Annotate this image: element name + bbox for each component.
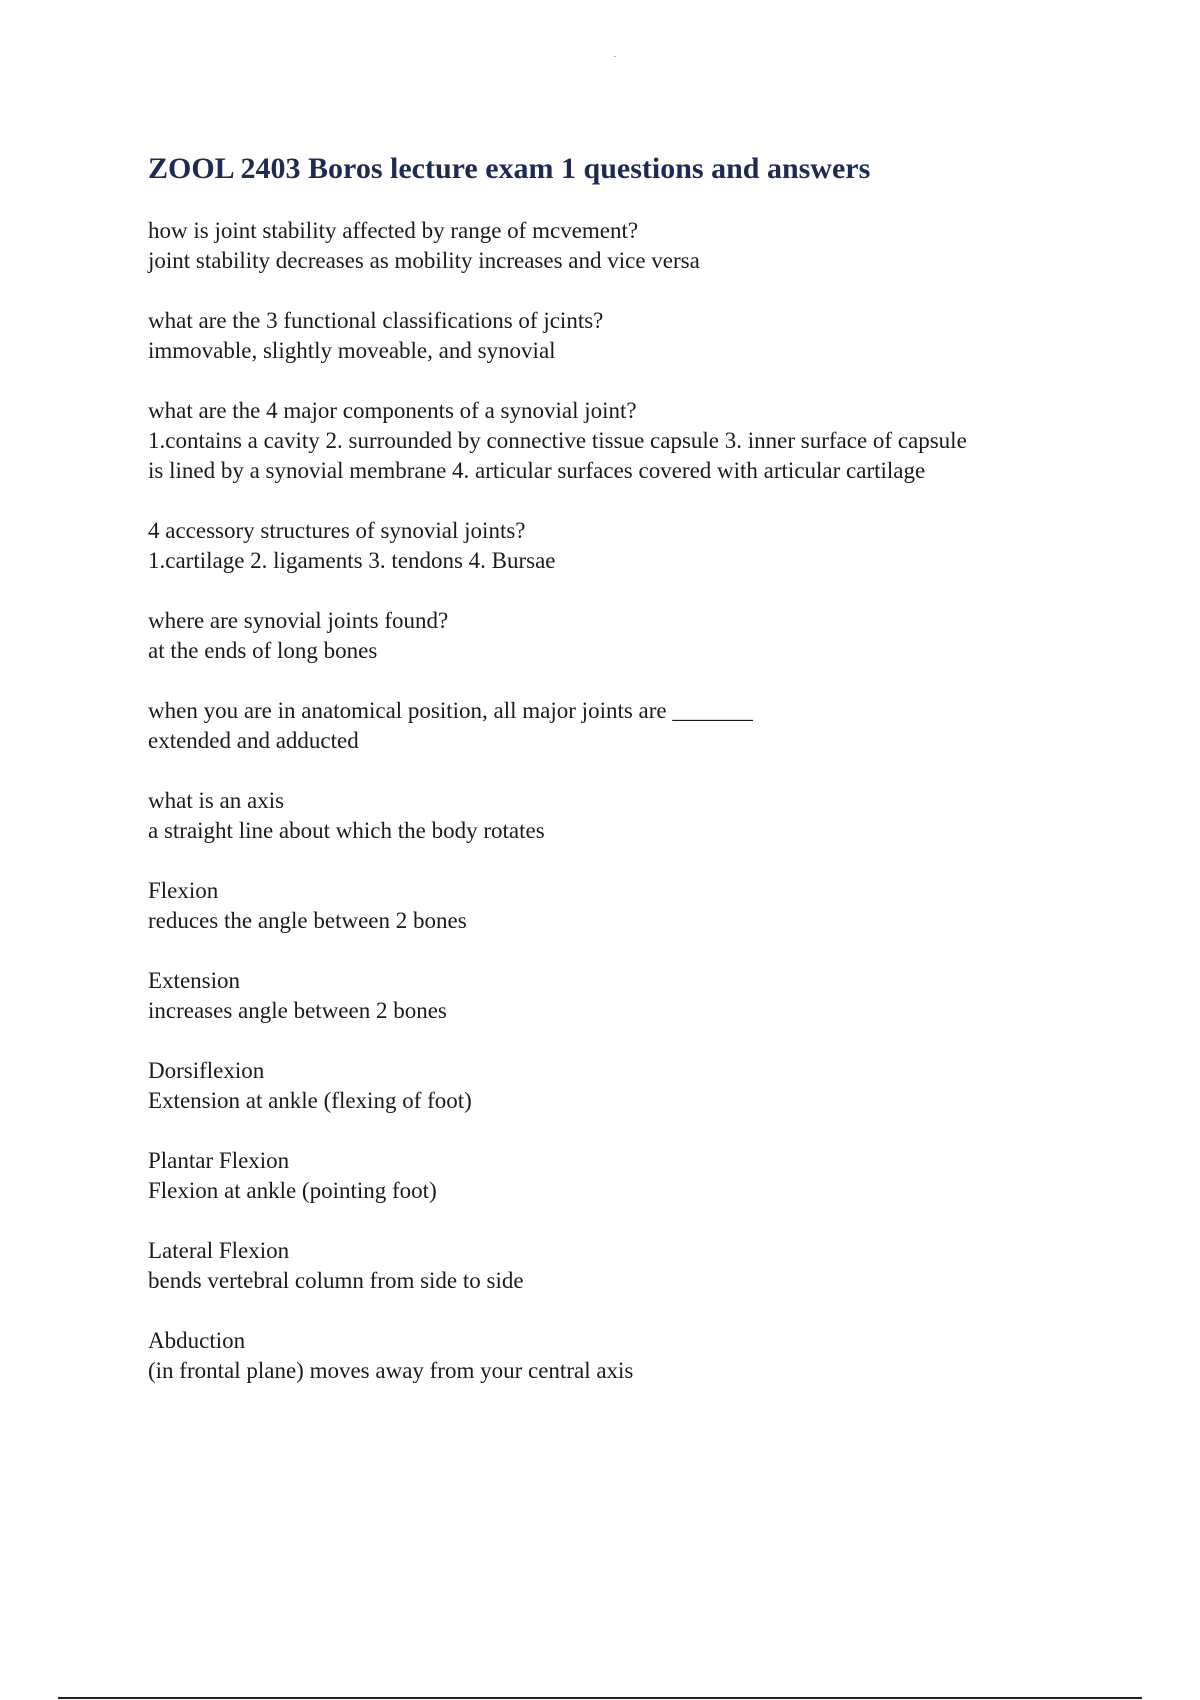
qa-item xyxy=(148,516,1108,576)
scan-speck xyxy=(614,56,616,57)
qa-answer: 1.cartilage 2. ligaments 3. tendons 4. Bursae xyxy=(148,548,556,573)
qa-item xyxy=(148,786,1108,846)
qa-question: how is joint stability affected by range of mcvement? xyxy=(148,218,639,243)
qa-item xyxy=(148,876,1108,936)
qa-question: what is an axis xyxy=(148,788,285,813)
qa-item xyxy=(148,216,1108,276)
qa-answer: at the ends of long bones xyxy=(148,638,378,663)
qa-list xyxy=(148,216,1108,1386)
qa-item xyxy=(148,966,1108,1026)
qa-item xyxy=(148,396,1108,486)
qa-question: Flexion xyxy=(148,878,219,903)
qa-answer: (in frontal plane) moves away from your central axis xyxy=(148,1358,634,1383)
qa-question: Extension xyxy=(148,968,240,993)
qa-answer: increases angle between 2 bones xyxy=(148,998,447,1023)
qa-answer: a straight line about which the body rotates xyxy=(148,818,545,843)
qa-item xyxy=(148,1146,1108,1206)
qa-question: what are the 3 functional classifications of jcints? xyxy=(148,308,604,333)
qa-item xyxy=(148,1236,1108,1296)
qa-item xyxy=(148,306,1108,366)
qa-question: Abduction xyxy=(148,1328,246,1353)
qa-question: Lateral Flexion xyxy=(148,1238,290,1263)
qa-answer: 1.contains a cavity 2. surrounded by connective tissue capsule 3. inner surface of capsule is lined by a synovial membrane 4. articular surfaces covered with articular cartilage xyxy=(148,428,967,483)
qa-question: Dorsiflexion xyxy=(148,1058,265,1083)
qa-question: what are the 4 major components of a synovial joint? xyxy=(148,398,637,423)
qa-answer: bends vertebral column from side to side xyxy=(148,1268,524,1293)
qa-answer: extended and adducted xyxy=(148,728,359,753)
document-content xyxy=(148,150,1108,1416)
qa-question: when you are in anatomical position, all major joints are _______ xyxy=(148,698,753,723)
qa-question: Plantar Flexion xyxy=(148,1148,290,1173)
qa-item xyxy=(148,1056,1108,1116)
qa-answer: Extension at ankle (flexing of foot) xyxy=(148,1088,472,1113)
qa-answer: joint stability decreases as mobility increases and vice versa xyxy=(148,248,700,273)
qa-answer: Flexion at ankle (pointing foot) xyxy=(148,1178,437,1203)
qa-item xyxy=(148,696,1108,756)
document-title: ZOOL 2403 Boros lecture exam 1 questions and answers xyxy=(148,152,871,185)
qa-item xyxy=(148,606,1108,666)
qa-answer: reduces the angle between 2 bones xyxy=(148,908,467,933)
qa-question: 4 accessory structures of synovial joints? xyxy=(148,518,526,543)
qa-answer: immovable, slightly moveable, and synovial xyxy=(148,338,556,363)
page-bottom-rule xyxy=(58,1697,1142,1699)
qa-item xyxy=(148,1326,1108,1386)
qa-question: where are synovial joints found? xyxy=(148,608,449,633)
